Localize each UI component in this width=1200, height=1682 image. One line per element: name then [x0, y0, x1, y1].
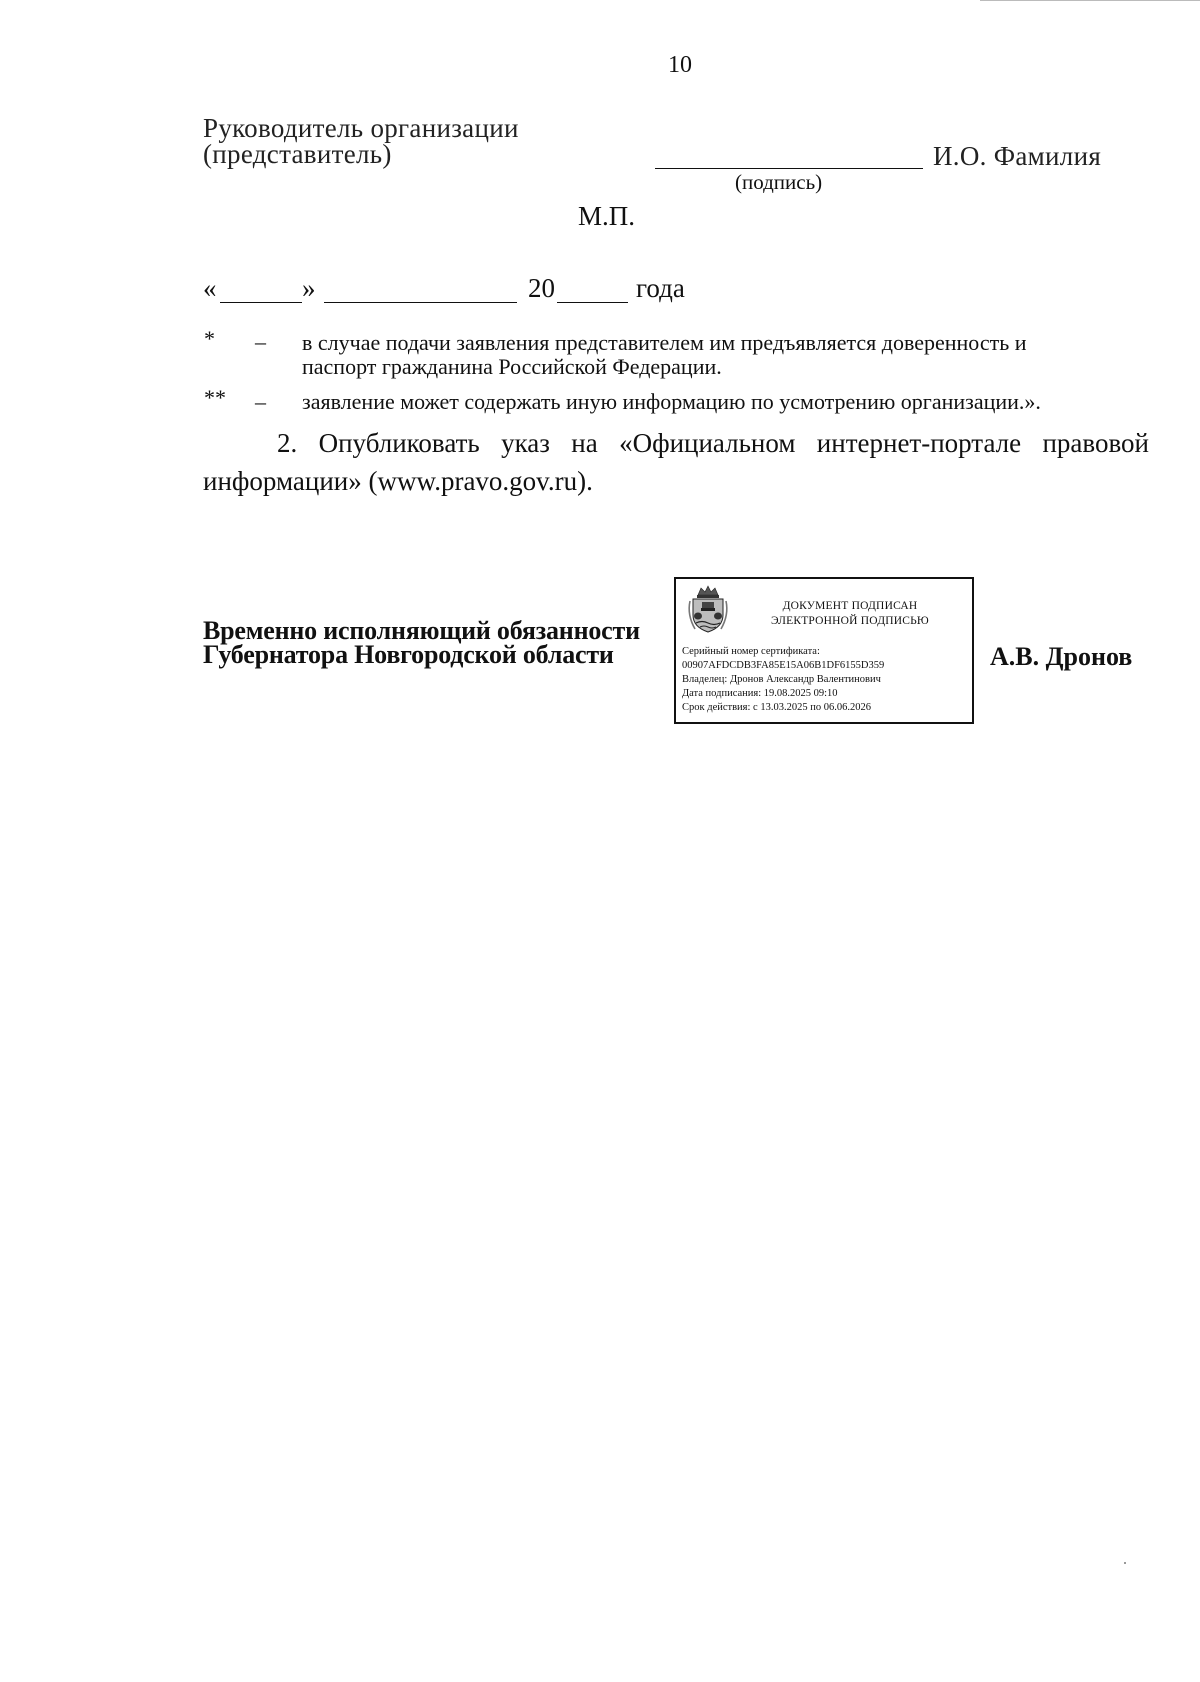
signature-caption: (подпись) [735, 170, 823, 194]
month-blank [324, 302, 517, 303]
stamp-serial-label: Серийный номер сертификата: [682, 646, 820, 657]
year-blank [557, 302, 628, 303]
footnote-dash: – [255, 329, 266, 354]
stamp-owner: Владелец: Дронов Александр Валентинович [682, 674, 881, 685]
stamp-place-label: М.П. [578, 201, 636, 231]
stamp-validity: Срок действия: с 13.03.2025 по 06.06.2026 [682, 702, 871, 713]
stamp-title-line-1: ДОКУМЕНТ ПОДПИСАН [782, 600, 918, 612]
stamp-signed-date: Дата подписания: 19.08.2025 09:10 [682, 688, 838, 699]
date-close-quote: » [302, 273, 316, 303]
position-line-2: (представитель) [203, 139, 392, 169]
signature-line [655, 168, 923, 169]
day-blank [220, 302, 302, 303]
footnote-mark: ** [204, 385, 226, 410]
paragraph-2: 2. Опубликовать указ на «Официальном интернет-портале правовой информации» (www.pravo.gov.ru). [203, 428, 1149, 496]
novgorod-coat-of-arms-icon [686, 585, 730, 633]
date-open-quote: « [203, 273, 217, 303]
stamp-serial-value: 00907AFDCDB3FA85E15A06B1DF6155D359 [682, 660, 885, 671]
stamp-title-line-2: ЭЛЕКТРОННОЙ ПОДПИСЬЮ [771, 615, 929, 627]
date-century: 20 [528, 273, 555, 303]
signatory-name: А.В. Дронов [990, 642, 1133, 671]
footnote-mark: * [204, 326, 215, 351]
signatory-title-line-1: Временно исполняющий обязанности [203, 616, 640, 645]
page-number: 10 [668, 52, 692, 78]
name-placeholder: И.О. Фамилия [933, 141, 1102, 171]
year-word: года [636, 273, 685, 303]
footnote-dash: – [255, 389, 266, 414]
footnote-text-line: паспорт гражданина Российской Федерации. [302, 354, 722, 379]
e-signature-stamp [674, 577, 974, 724]
footnote-text-line: заявление может содержать иную информацию по усмотрению организации.». [302, 389, 1041, 414]
footnote-text-line: в случае подачи заявления представителем им предъявляется доверенность и [302, 330, 1027, 355]
position-line-1: Руководитель организации [203, 113, 519, 143]
top-edge-rule [980, 0, 1200, 1]
signatory-title-line-2: Губернатора Новгородской области [203, 640, 614, 669]
scan-speck [1124, 1562, 1126, 1564]
